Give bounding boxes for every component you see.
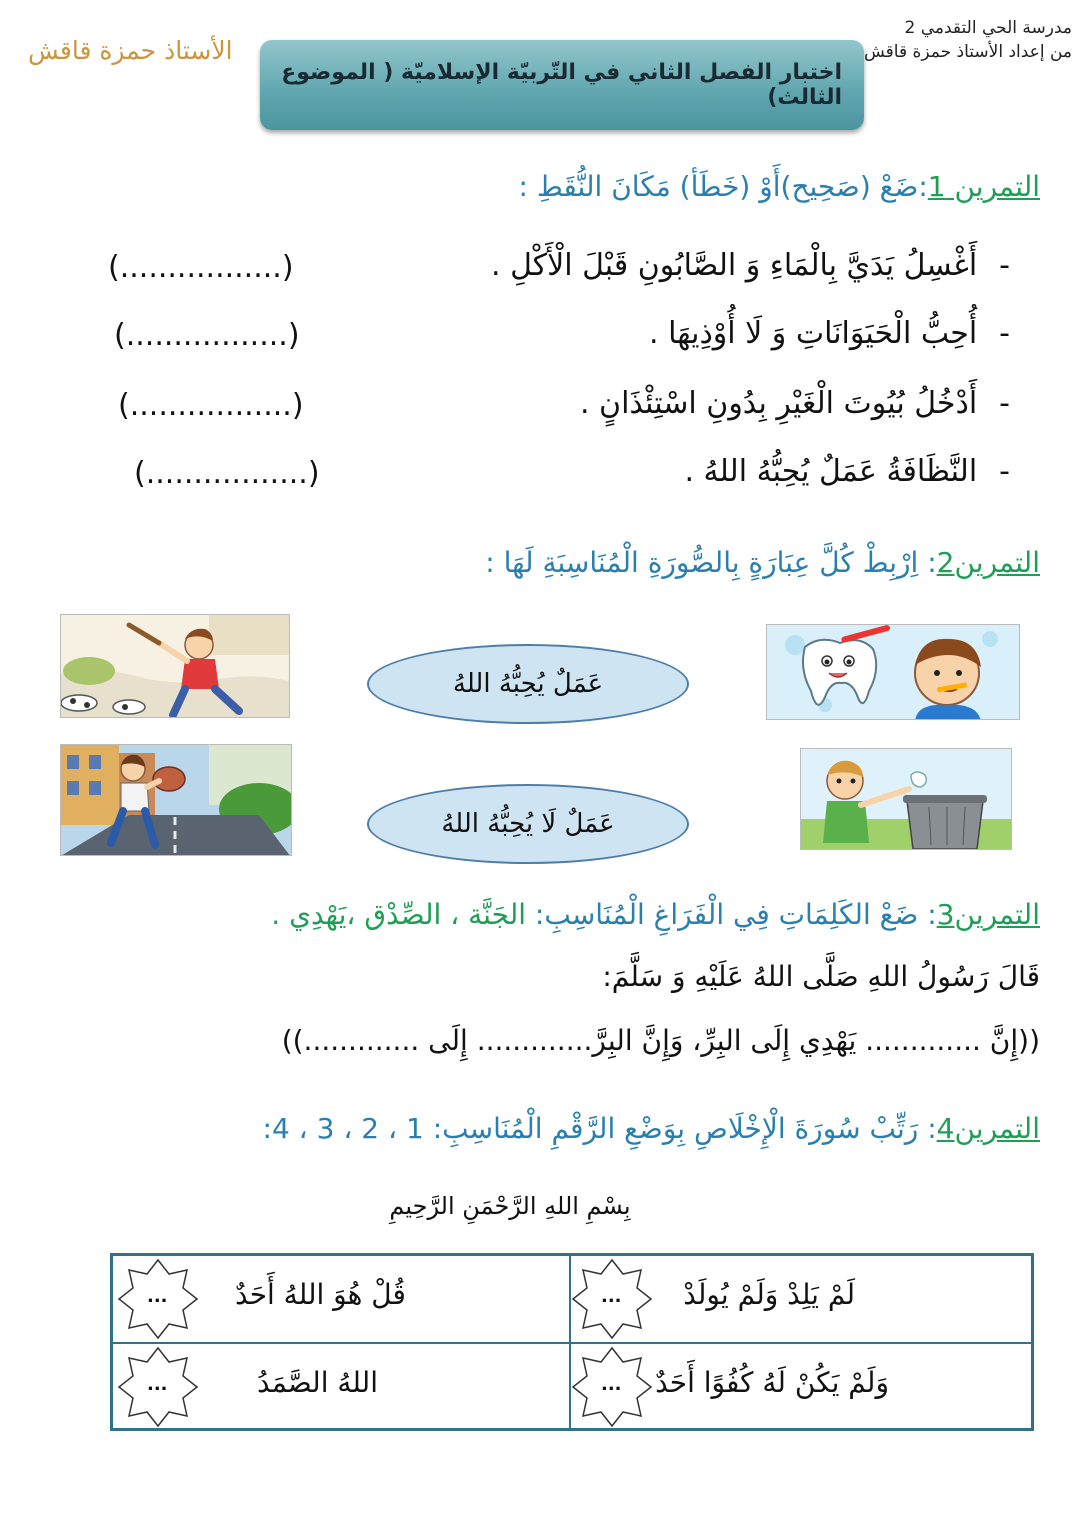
picture-trash-bin[interactable] <box>800 748 1012 850</box>
order-slot-4[interactable]: ... <box>117 1346 199 1432</box>
exercise1-blank-2[interactable]: (.................) <box>114 318 300 353</box>
oval-liked-by-god[interactable]: عَمَلٌ يُحِبُّهُ اللهُ <box>367 644 689 724</box>
verse-allahu-assamad: اللهُ الصَّمَدُ <box>257 1366 378 1399</box>
exercise3-label: التمرين3 <box>936 898 1040 931</box>
exercise1-blank-1[interactable]: (.................) <box>108 250 294 285</box>
basmala: بِسْمِ اللهِ الرَّحْمَنِ الرَّحِيمِ <box>389 1192 631 1220</box>
prepared-by: من إعداد الأستاذ حمزة قاقش <box>863 42 1072 62</box>
exercise3-heading <box>271 898 1040 931</box>
hadith-fill-in[interactable]: ((إِنَّ ............. يَهْدِي إِلَى البِرِّ، وَإِنَّ البِرَّ............. إِلَى .............)) <box>281 1024 1040 1057</box>
exercise2-label: التمرين2 <box>936 546 1040 579</box>
exercise3-instruction: : ضَعْ الكَلِمَاتِ فِي الْفَرَاغِ الْمُنَاسِبِ: <box>526 898 937 931</box>
verse-wa-lam-yakun: وَلَمْ يَكُنْ لَهُ كُفُوًا أَحَدٌ <box>655 1366 889 1399</box>
exercise1-item-3: -أَدْخُلُ بُيُوتَ الْغَيْرِ بِدُونِ اسْتِئْذَانٍ . <box>579 386 1010 421</box>
exercise1-item-1: -أَغْسِلُ يَدَيَّ بِالْمَاءِ وَ الصَّابُونِ قَبْلَ الْأَكْلِ . <box>491 248 1010 283</box>
ikhlas-table <box>110 1253 1034 1431</box>
verse-lam-yalid: لَمْ يَلِدْ وَلَمْ يُولَدْ <box>683 1278 855 1311</box>
exercise2-instruction: : اِرْبِطْ كُلَّ عِبَارَةٍ بِالصُّورَةِ الْمُنَاسِبَةِ لَهَا : <box>485 546 937 579</box>
verse-qul-huwa: قُلْ هُوَ اللهُ أَحَدٌ <box>235 1278 406 1311</box>
exercise4-instruction: : رَتِّبْ سُورَةَ الْإِخْلَاصِ بِوَضْعِ الرَّقْمِ الْمُنَاسِبِ: 1 ، 2 ، 3 ، 4: <box>262 1112 937 1145</box>
exercise1-blank-4[interactable]: (.................) <box>134 456 320 491</box>
exercise1-item-2: -أُحِبُّ الْحَيَوَانَاتِ وَ لَا أُوْذِيهَا . <box>649 316 1010 351</box>
oval-not-liked-by-god[interactable]: عَمَلٌ لَا يُحِبُّهُ اللهُ <box>367 784 689 864</box>
order-slot-3[interactable]: ... <box>571 1346 653 1432</box>
teacher-tag: الأستاذ حمزة قاقش <box>28 36 233 65</box>
exercise1-instruction: :ضَعْ (صَحِيح)أَوْ (خَطَأ) مَكَانَ النُّقَطِ : <box>518 170 928 203</box>
exercise1-item-4: -النَّظَافَةُ عَمَلٌ يُحِبُّهُ اللهُ . <box>684 454 1010 489</box>
picture-brushing-teeth[interactable] <box>766 624 1020 720</box>
exercise3-words: الجَنَّة ، الصِّدْق ،يَهْدِي . <box>271 898 527 931</box>
title-banner <box>260 40 864 130</box>
exercise4-heading <box>263 1112 1040 1145</box>
exercise2-heading <box>485 546 1040 579</box>
picture-boy-hitting-animals[interactable] <box>60 614 290 718</box>
exercise4-label: التمرين4 <box>936 1112 1040 1145</box>
order-slot-1[interactable]: ... <box>571 1258 653 1344</box>
exercise1-heading <box>518 170 1040 203</box>
page-title: اختبار الفصل الثاني في التّربيّة الإسلاميّة ( الموضوع الثالث) <box>281 60 842 110</box>
school-name: مدرسة الحي التقدمي 2 <box>904 18 1072 38</box>
picture-boy-throwing-stone[interactable] <box>60 744 292 856</box>
order-slot-2[interactable]: ... <box>117 1258 199 1344</box>
exercise1-blank-3[interactable]: (.................) <box>118 388 304 423</box>
hadith-intro: قَالَ رَسُولُ اللهِ صَلَّى اللهُ عَلَيْهِ وَ سَلَّمَ: <box>602 960 1040 993</box>
exercise1-label: التمرين 1 <box>927 170 1040 203</box>
